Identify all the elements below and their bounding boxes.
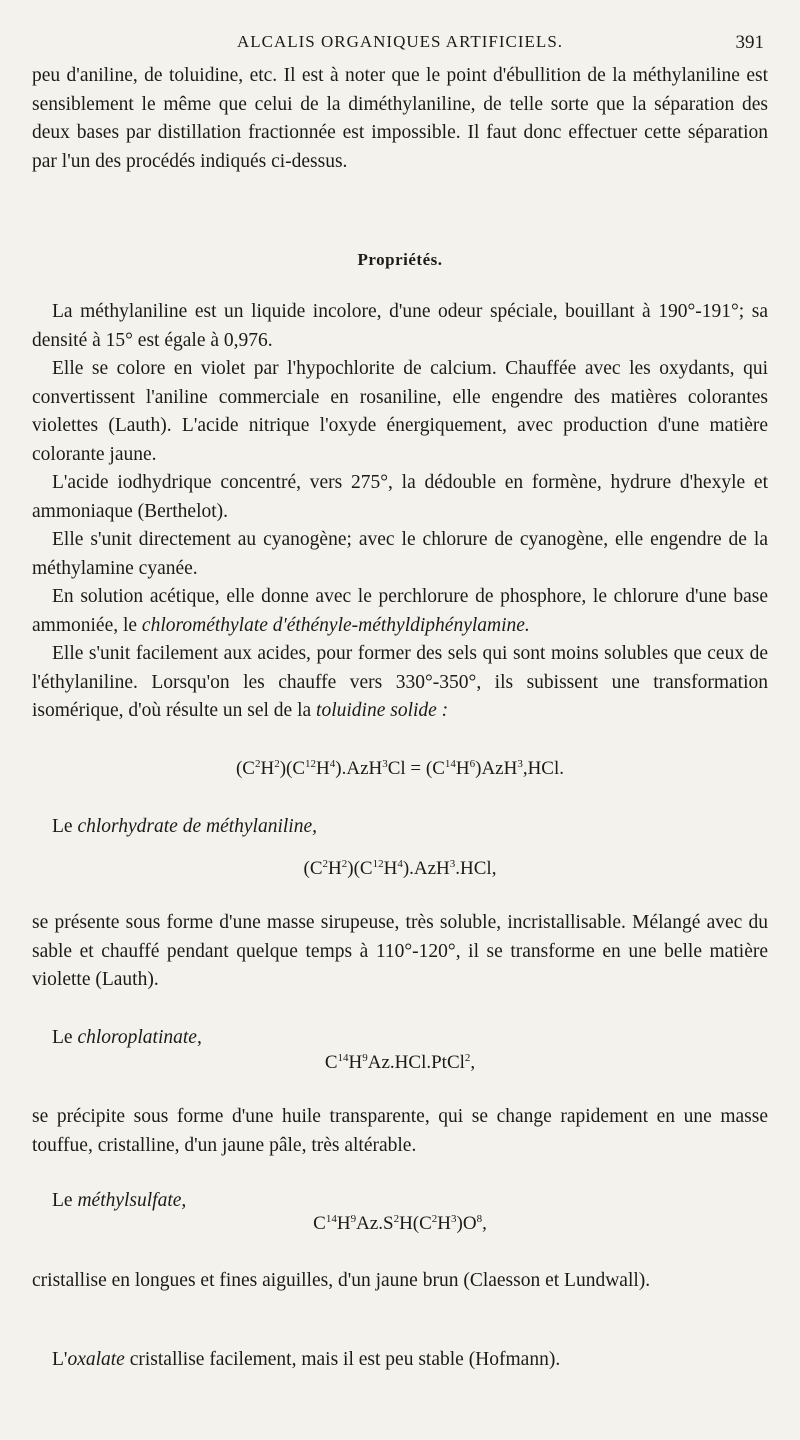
text-run: Le	[52, 1190, 78, 1211]
running-head: ALCALIS ORGANIQUES ARTIFICIELS.	[236, 32, 564, 51]
compound-name: chloroplatinate,	[77, 1027, 202, 1048]
formula-text: )(C	[279, 758, 306, 779]
formula-text: Az.HCl.PtCl	[367, 1052, 465, 1073]
formula-subscript: 2	[393, 1213, 400, 1225]
compound-name: chlorométhylate d'éthényle-méthyldiphénylamine.	[141, 614, 530, 636]
formula-subscript: 2	[322, 858, 329, 870]
paragraph-physical-properties: La méthylaniline est un liquide incolore, d'une odeur spéciale, bouillant à 190°-191°; sa densité à 15° est égale à 0,976.	[32, 301, 768, 351]
formula-text: Az.S	[356, 1213, 394, 1234]
paragraph-oxidation: Elle se colore en violet par l'hypochlorite de calcium. Chauffée avec les oxydants, qui convertissent l'aniline commerciale en rosaniline, elle engendre des matières colorantes violettes (Lauth). L'acide nitrique l'oxyde énergiquement, avec production d'une matière colorante jaune.	[32, 358, 768, 465]
formula-text: H	[260, 758, 275, 779]
formula-text: ,	[482, 1213, 487, 1234]
paragraph-acid-salts	[32, 640, 768, 726]
formula-subscript: 4	[397, 858, 403, 870]
formula-subscript: 3	[449, 858, 456, 870]
formula-text: ).AzH	[335, 758, 383, 779]
formula-subscript: 3	[451, 1213, 457, 1225]
formula-chlorhydrate	[0, 858, 800, 880]
text-run: cristallise facilement, mais il est peu stable (Hofmann).	[124, 1349, 561, 1370]
formula-text: H	[437, 1213, 452, 1234]
formula-text: H	[316, 758, 330, 779]
formula-subscript: 14	[444, 758, 456, 770]
formula-subscript: 9	[362, 1052, 368, 1064]
text-run: Le	[52, 816, 78, 837]
formula-text: ,	[470, 1052, 476, 1073]
formula-subscript: 3	[382, 758, 388, 770]
intro-paragraph: peu d'aniline, de toluidine, etc. Il est à noter que le point d'ébullition de la méthylaniline est sensiblement le même que celui de la diméthylaniline, de telle sorte que la séparation des deux bases par distillation fractionnée est impossible. Il faut donc effectuer cette séparation par l'un des procédés indiqués ci-dessus.	[32, 65, 768, 172]
formula-subscript: 2	[341, 858, 348, 870]
formula-text: C	[324, 1052, 338, 1073]
paragraph-chloroplatinate-title	[32, 1024, 768, 1053]
formula-text: H	[328, 858, 342, 879]
compound-name: toluidine solide :	[316, 700, 449, 721]
formula-text: )AzH	[475, 758, 518, 779]
page-header	[0, 30, 800, 58]
formula-subscript: 9	[350, 1213, 357, 1225]
formula-text: H	[455, 758, 470, 779]
formula-text: H	[383, 858, 398, 879]
formula-text: ).AzH	[402, 858, 450, 879]
formula-text: (C	[235, 758, 255, 779]
paragraph-chlorhydrate: se présente sous forme d'une masse sirupeuse, très soluble, incristallisable. Mélangé avec du sable et chauffé pendant quelque temps à 110°-120°, il se transforme en une belle matière violette (Lauth).	[32, 912, 768, 990]
formula-chloroplatinate	[0, 1052, 800, 1074]
paragraph-oxalate	[32, 1346, 768, 1375]
paragraph-hydriodic-acid: L'acide iodhydrique concentré, vers 275°, la dédouble en formène, hydrure d'hexyle et ammoniaque (Berthelot).	[32, 472, 768, 522]
formula-methylsulfate	[0, 1213, 800, 1235]
formula-isomerization	[0, 758, 800, 780]
formula-subscript: 8	[476, 1213, 483, 1225]
formula-text: C	[313, 1213, 326, 1234]
compound-name: oxalate	[67, 1349, 125, 1370]
formula-text: )O	[456, 1213, 477, 1234]
text-run: En solution acétique, elle donne avec le perchlorure de phosphore, le chlorure d'une base ammoniée, le	[32, 586, 768, 636]
formula-text: H(C	[399, 1213, 432, 1234]
formula-subscript: 2	[464, 1052, 471, 1064]
formula-subscript: 4	[329, 758, 336, 770]
formula-text: .HCl,	[455, 858, 497, 879]
paragraph-chlorhydrate-title	[32, 813, 768, 842]
compound-name: méthylsulfate,	[77, 1190, 187, 1211]
formula-subscript: 12	[372, 858, 384, 870]
formula-subscript: 14	[337, 1052, 349, 1064]
formula-text: (C	[303, 858, 323, 879]
formula-subscript: 2	[431, 1213, 438, 1225]
formula-subscript: 14	[325, 1213, 337, 1225]
paragraph-chloroplatinate: se précipite sous forme d'une huile transparente, qui se change rapidement en une masse touffue, cristalline, d'un jaune pâle, très altérable.	[32, 1106, 768, 1156]
paragraph-methylsulfate: cristallise en longues et fines aiguilles, d'un jaune brun (Claesson et Lundwall).	[32, 1270, 651, 1291]
formula-text: H	[348, 1052, 363, 1073]
paragraph-perchloride	[32, 583, 768, 640]
paragraph-methylsulfate-title	[32, 1187, 768, 1216]
compound-name: chlorhydrate de méthylaniline,	[77, 816, 317, 837]
text-run: L'	[52, 1349, 68, 1370]
page-number: 391	[735, 32, 764, 53]
formula-subscript: 12	[305, 758, 317, 770]
formula-text: )(C	[347, 858, 373, 879]
paragraph-cyanogen: Elle s'unit directement au cyanogène; avec le chlorure de cyanogène, elle engendre de la méthylamine cyanée.	[32, 529, 768, 579]
text-run: Elle s'unit facilement aux acides, pour former des sels qui sont moins solubles que ceux de l'éthylaniline. Lorsqu'on les chauffe vers 330°-350°, ils subissent une transformation isomérique, d'où résulte un sel de la	[32, 643, 768, 721]
formula-subscript: 2	[274, 758, 280, 770]
section-heading: Propriétés.	[357, 250, 443, 269]
formula-subscript: 3	[517, 758, 523, 770]
text-run: Le	[52, 1027, 78, 1048]
formula-subscript: 2	[254, 758, 261, 770]
formula-text: ,HCl.	[522, 758, 565, 779]
formula-text: Cl = (C	[387, 758, 445, 779]
formula-subscript: 6	[469, 758, 476, 770]
formula-text: H	[336, 1213, 351, 1234]
